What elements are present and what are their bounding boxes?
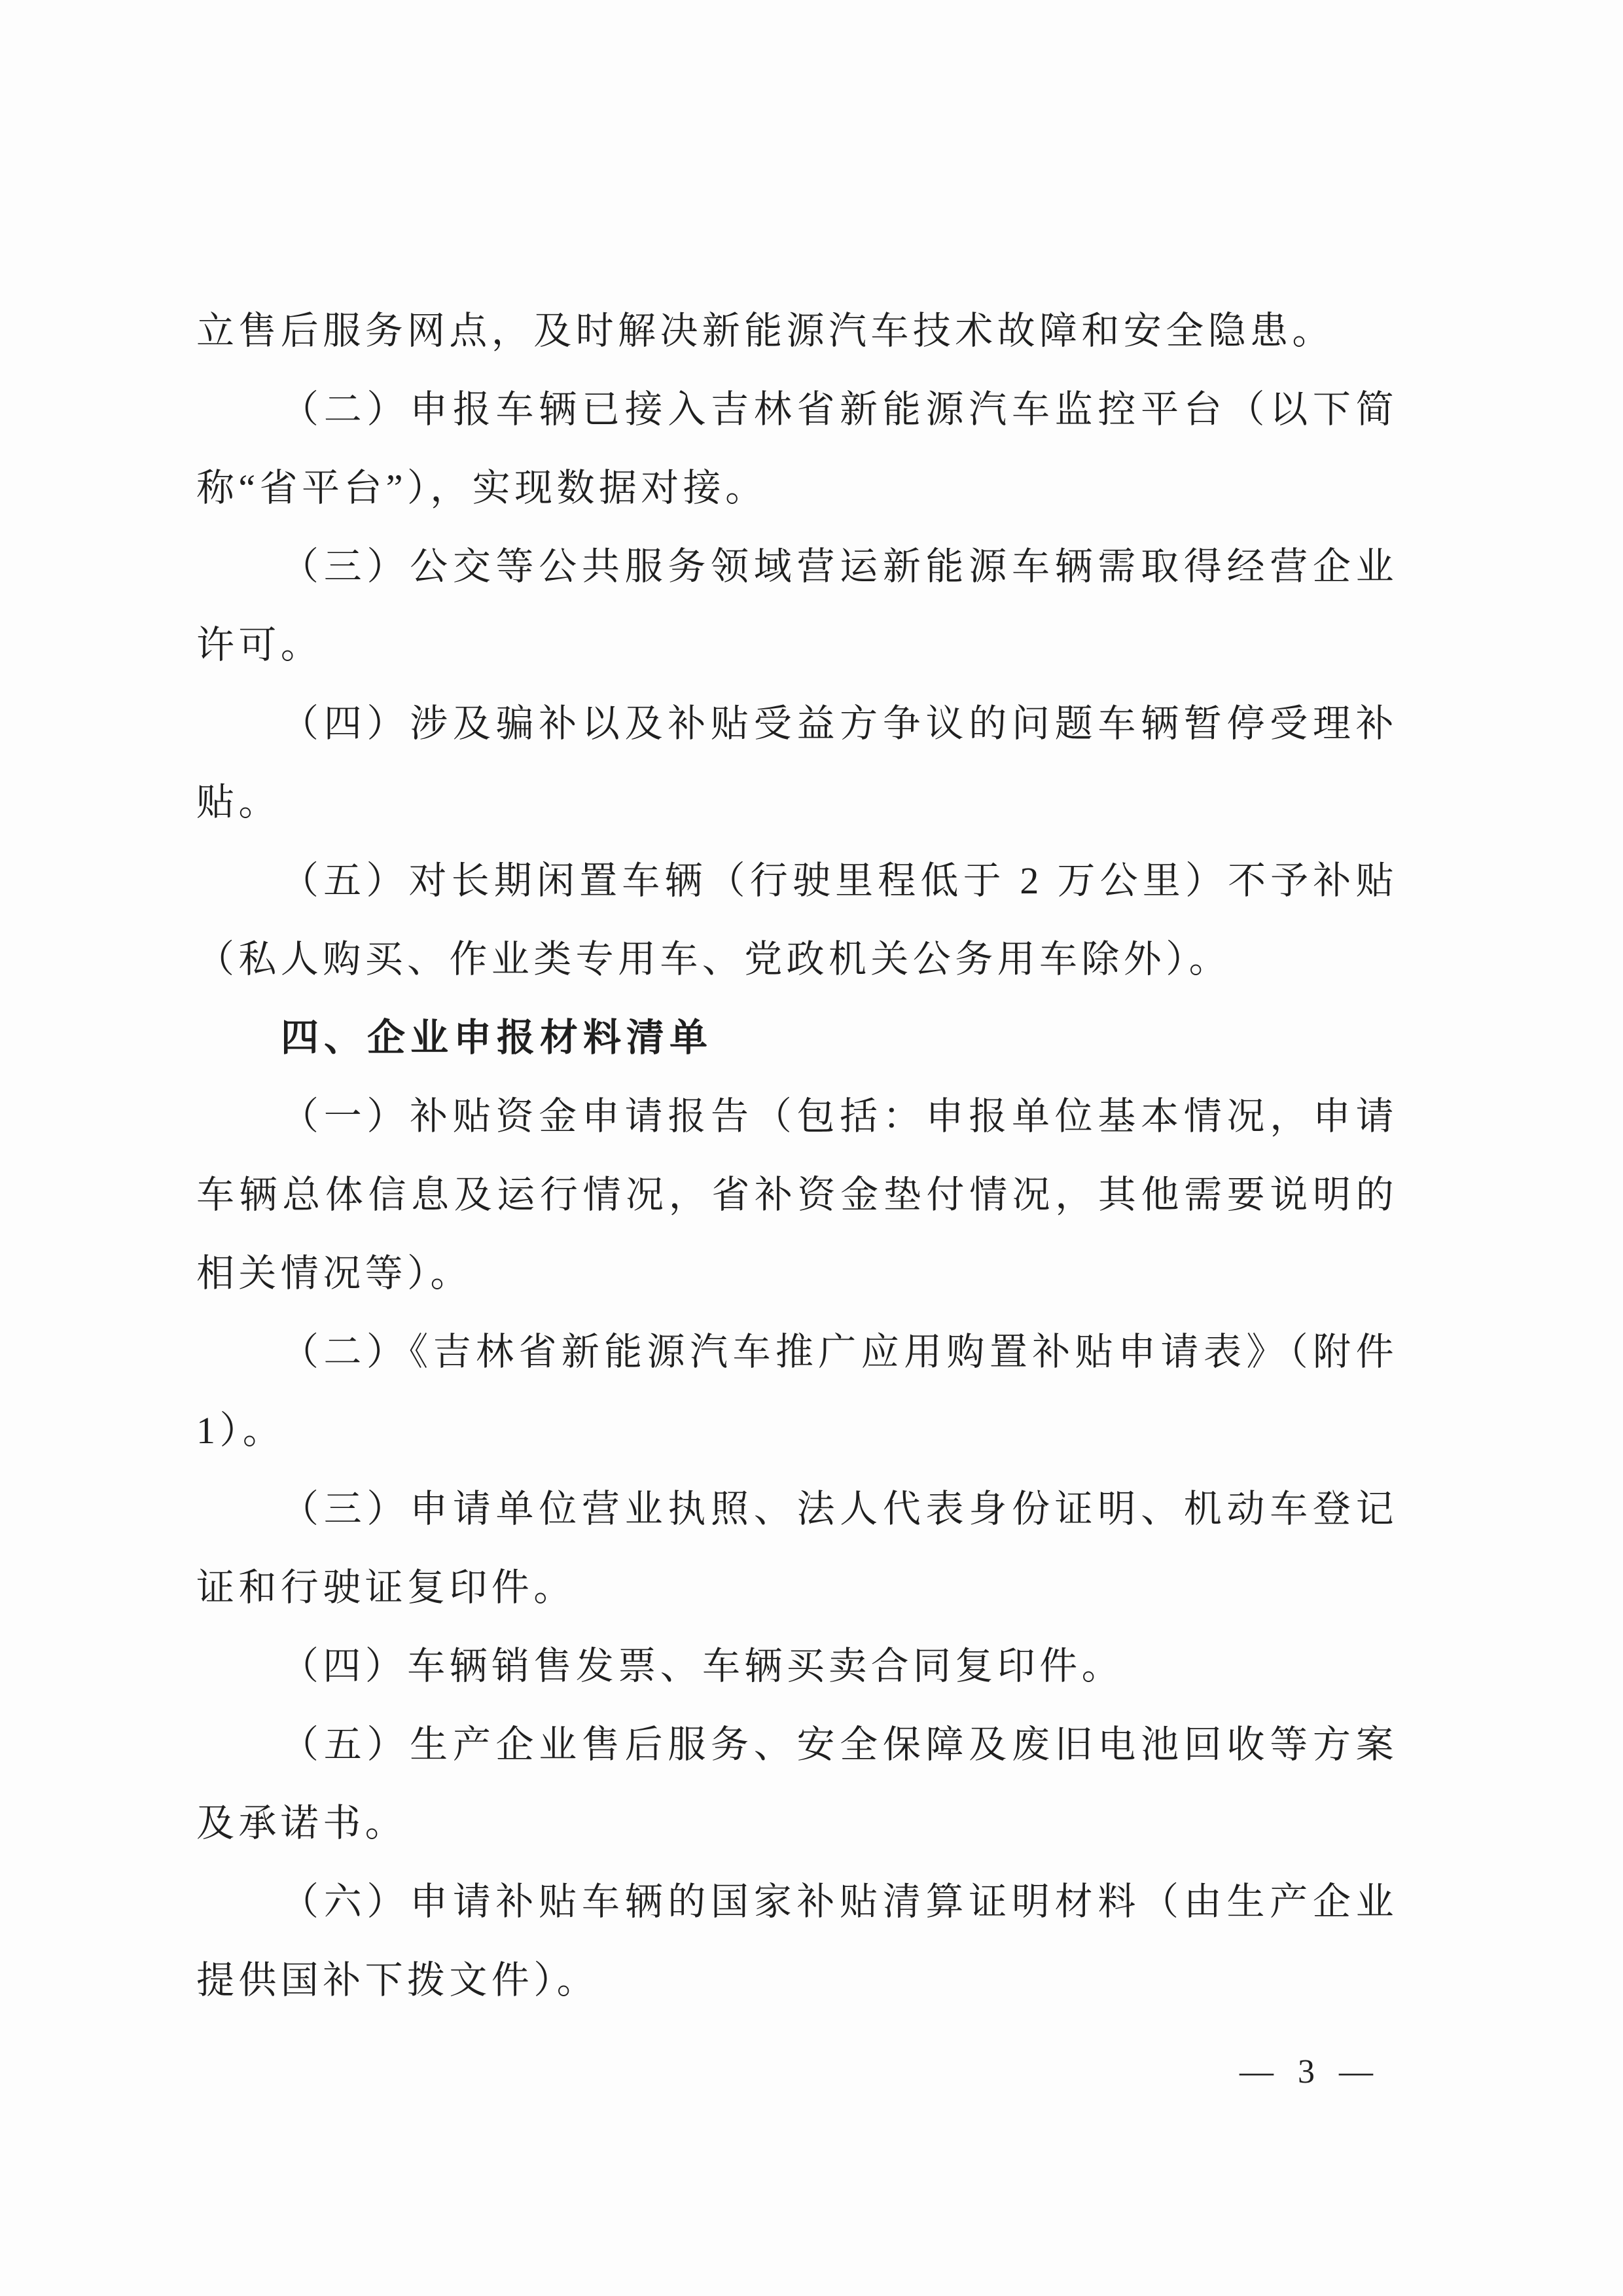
paragraph-material-4: （四）车辆销售发票、车辆买卖合同复印件。: [281, 1645, 1124, 1687]
paragraph-material-3: （三）申请单位营业执照、法人代表身份证明、机动车登记证和行驶证复印件。: [196, 1488, 1398, 1609]
paragraph-material-2: （二）《吉林省新能源汽车推广应用购置补贴申请表》（附件 1）。: [196, 1331, 1398, 1452]
paragraph-continuation: 立售后服务网点，及时解决新能源汽车技术故障和安全隐患。: [196, 310, 1334, 352]
paragraph-item-2: （二）申报车辆已接入吉林省新能源汽车监控平台（以下简称“省平台”），实现数据对接。: [196, 388, 1398, 509]
paragraph-material-5: （五）生产企业售后服务、安全保障及废旧电池回收等方案及承诺书。: [196, 1723, 1398, 1844]
paragraph-item-5: （五）对长期闲置车辆（行驶里程低于 2 万公里）不予补贴（私人购买、作业类专用车、党政机关公务用车除外）。: [196, 859, 1398, 980]
document-body: [196, 292, 1398, 2111]
section-heading-materials-list: 四、企业申报材料清单: [281, 1016, 713, 1059]
paragraph-item-4: （四）涉及骗补以及补贴受益方争议的问题车辆暂停受理补贴。: [196, 702, 1398, 823]
page-number: — 3 —: [1240, 2053, 1381, 2090]
paragraph-material-1: （一）补贴资金申请报告（包括：申报单位基本情况，申请车辆总体信息及运行情况，省补资金垫付情况，其他需要说明的相关情况等）。: [196, 1095, 1398, 1295]
paragraph-material-6: （六）申请补贴车辆的国家补贴清算证明材料（由生产企业提供国补下拨文件）。: [196, 1880, 1398, 2001]
paragraph-item-3: （三）公交等公共服务领域营运新能源车辆需取得经营企业许可。: [196, 545, 1398, 666]
